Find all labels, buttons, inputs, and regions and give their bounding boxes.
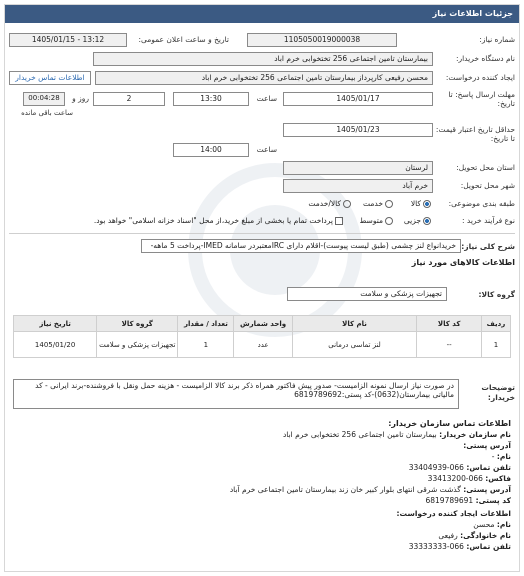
contact-line: نام سازمان خریدار: بیمارستان تامین اجتماعی 256 تختخوابی خرم اباد	[282, 430, 511, 439]
need-number-field: 1105050019000038	[247, 33, 397, 47]
radio-selected-icon	[423, 200, 431, 208]
col-code: کد کالا	[417, 316, 481, 332]
contact-section-title: اطلاعات تماس سازمان خریدار:	[388, 419, 511, 428]
creator-info-title: اطلاعات ایجاد کننده درخواست:	[396, 509, 511, 518]
validity-label: حداقل تاریخ اعتبار قیمت: تا تاریخ:	[435, 125, 515, 143]
process-option-medium[interactable]: متوسط	[359, 216, 393, 225]
category-option-goods[interactable]: کالا	[411, 199, 431, 208]
col-unit: واحد شمارش	[234, 316, 292, 332]
cell-row: 1	[481, 332, 510, 358]
need-details-panel	[4, 4, 520, 572]
announce-date-field: 1405/01/15 - 13:12	[9, 33, 127, 47]
buyer-name-label: نام دستگاه خریدار:	[455, 54, 515, 63]
radio-icon	[343, 200, 351, 208]
contact-line: کد پستی: 6819789691	[425, 496, 511, 505]
goods-section-title: اطلاعات کالاهای مورد نیاز	[411, 258, 515, 267]
deadline-label: مهلت ارسال پاسخ: تا تاریخ:	[448, 90, 515, 108]
summary-label: شرح کلی نیاز:	[461, 242, 515, 251]
validity-time-field: 14:00	[173, 143, 249, 157]
treasury-payment-checkbox[interactable]: پرداخت تمام یا بخشی از مبلغ خرید،از محل "اسناد خزانه اسلامی" خواهد بود.	[94, 216, 343, 225]
radio-icon	[385, 217, 393, 225]
remaining-time-label: ساعت باقی مانده	[21, 109, 73, 117]
deadline-days-field: 2	[93, 92, 165, 106]
panel-header: جزئیات اطلاعات نیاز	[5, 5, 519, 23]
category-option-both[interactable]: کالا/خدمت	[308, 199, 351, 208]
summary-field: خریدانواع لنز چشمی (طبق لیست پیوست)-اقلام دارای IRCمعتبردر سامانه IMED-پرداخت 5 ماهه-	[141, 239, 461, 253]
table-row[interactable]	[14, 332, 511, 358]
cell-unit: عدد	[234, 332, 292, 358]
contact-line: نام: محسن	[473, 520, 511, 529]
validity-time-label: ساعت	[256, 145, 277, 154]
cell-date: 1405/01/20	[14, 332, 97, 358]
buyer-notes-field: در صورت نیاز ارسال نمونه الزامیست- صدور پیش فاکتور همراه ذکر برند کالا الزامیست - هزینه حمل ونقل با فروشنده-برند ایرانی - کد مالیاتی بیمارستان(0632)-کد پستی:6819789692	[13, 379, 459, 409]
col-qty: تعداد / مقدار	[178, 316, 234, 332]
contact-line: فاکس: 066-33413200	[427, 474, 511, 483]
col-name: نام کالا	[292, 316, 417, 332]
checkbox-icon	[335, 217, 343, 225]
buyer-contact-link[interactable]: اطلاعات تماس خریدار	[9, 71, 91, 85]
deadline-time-label: ساعت	[256, 94, 277, 103]
city-field: خرم آباد	[283, 179, 433, 193]
announce-date-label: تاریخ و ساعت اعلان عمومی:	[138, 35, 229, 44]
creator-label: ایجاد کننده درخواست:	[445, 73, 515, 82]
deadline-days-label: روز و	[72, 94, 89, 103]
contact-line: نام خانوادگی: رفیعی	[438, 531, 511, 540]
radio-selected-icon	[423, 217, 431, 225]
cell-code: --	[417, 332, 481, 358]
cell-qty: 1	[178, 332, 234, 358]
deadline-date-field: 1405/01/17	[283, 92, 433, 106]
process-option-small[interactable]: جزیی	[404, 216, 431, 225]
goods-group-field: تجهیزات پزشکی و سلامت	[287, 287, 447, 301]
buyer-notes-label: توضیحات خریدار:	[481, 383, 515, 402]
cell-name: لنز تماسی درمانی	[292, 332, 417, 358]
province-field: لرستان	[283, 161, 433, 175]
contact-line: نام: -	[491, 452, 511, 461]
cell-group: تجهیزات پزشکی و سلامت	[97, 332, 178, 358]
divider	[9, 233, 515, 234]
process-label: نوع فرآیند خرید :	[461, 216, 515, 225]
contact-line: آدرس پستی: گذشت شرقی انتهای بلوار کبیر خان زند بیمارستان تامین اجتماعی خرم آباد	[229, 485, 511, 494]
col-date: تاریخ نیاز	[14, 316, 97, 332]
creator-field: محسن رفیعی کارپرداز بیمارستان تامین اجتماعی 256 تختخوابی خرم اباد	[95, 71, 433, 85]
table-header-row	[14, 316, 511, 332]
remaining-time-field: 00:04:28	[23, 92, 65, 106]
buyer-name-field: بیمارستان تامین اجتماعی 256 تختخوابی خرم اباد	[93, 52, 433, 66]
goods-group-label: گروه کالا:	[478, 290, 515, 299]
col-group: گروه کالا	[97, 316, 178, 332]
contact-line: آدرس پستی:	[463, 441, 511, 450]
need-number-label: شماره نیاز:	[479, 35, 515, 44]
goods-table	[13, 315, 511, 358]
col-row: ردیف	[481, 316, 510, 332]
radio-icon	[385, 200, 393, 208]
category-label: طبقه بندی موضوعی:	[448, 199, 515, 208]
validity-date-field: 1405/01/23	[283, 123, 433, 137]
category-option-service[interactable]: خدمت	[363, 199, 393, 208]
city-label: شهر محل تحویل:	[460, 181, 515, 190]
province-label: استان محل تحویل:	[456, 163, 515, 172]
contact-line: تلفن تماس: 066-33333333	[408, 542, 511, 551]
contact-line: تلفن تماس: 066-33404939	[408, 463, 511, 472]
deadline-time-field: 13:30	[173, 92, 249, 106]
